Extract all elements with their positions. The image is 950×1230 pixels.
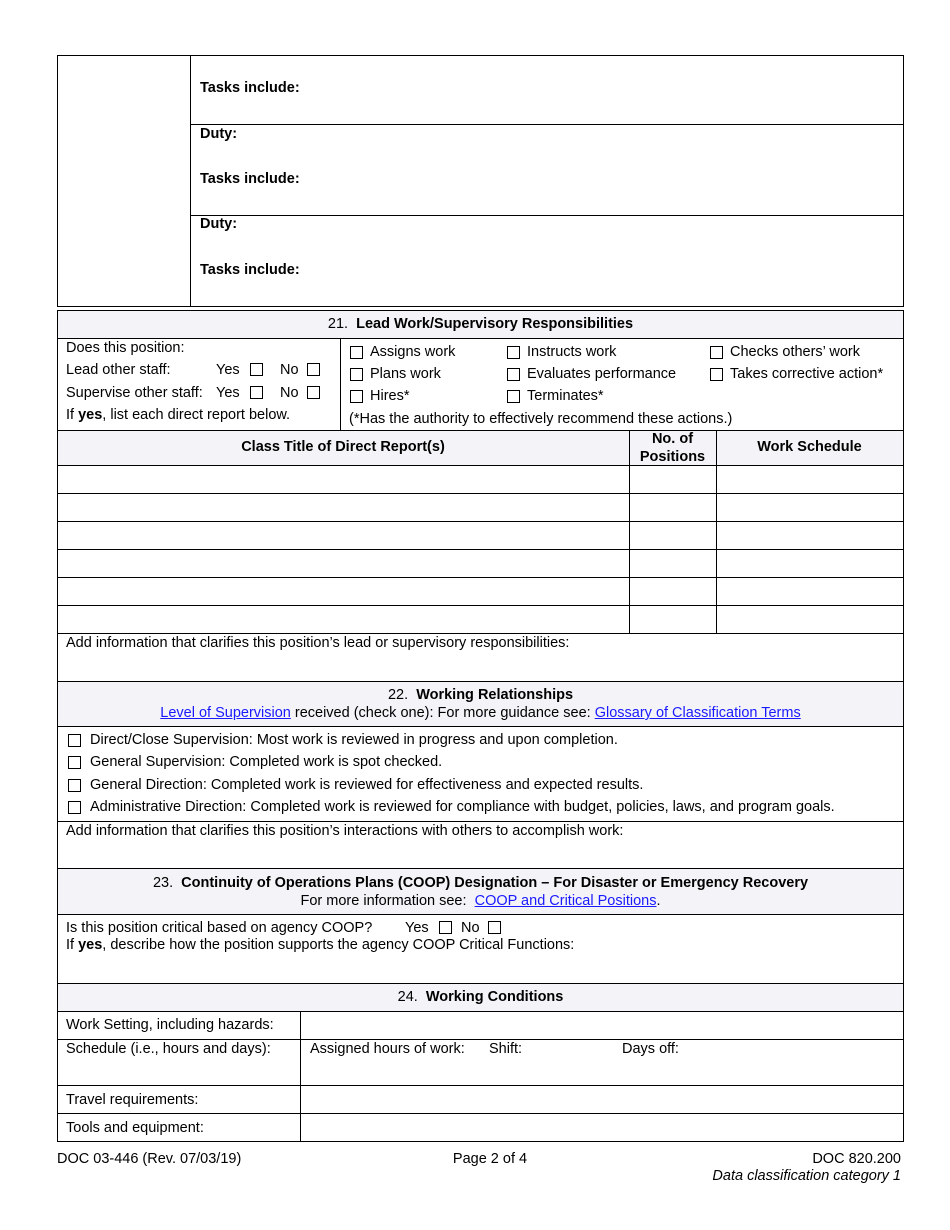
- checks-work-label: Checks others’ work: [730, 344, 861, 360]
- instructs-work-label: Instructs work: [527, 344, 617, 360]
- table-row[interactable]: [58, 522, 903, 549]
- supervision-guidance: Level of Supervision received (check one): For more guidance see: Glossary of Classification Terms: [160, 705, 801, 721]
- work-setting-field[interactable]: [301, 1012, 903, 1039]
- general-direction-label: General Direction: Completed work is reviewed for effectiveness and expected results.: [90, 777, 644, 793]
- coop-no-label: No: [461, 920, 480, 936]
- schedule-label: Schedule (i.e., hours and days):: [66, 1041, 271, 1057]
- checks-work-checkbox[interactable]: [710, 346, 723, 359]
- administrative-direction-label: Administrative Direction: Completed work is reviewed for compliance with budget, policies, laws, and program goals.: [90, 799, 835, 815]
- plans-work-label: Plans work: [370, 366, 441, 382]
- supervise-no-label: No: [280, 385, 299, 401]
- instructs-work-checkbox[interactable]: [507, 346, 520, 359]
- coop-no-checkbox[interactable]: [488, 921, 501, 934]
- lead-staff-label: Lead other staff:: [66, 362, 171, 378]
- lead-no-checkbox[interactable]: [307, 363, 320, 376]
- coop-critical-positions-link[interactable]: COOP and Critical Positions: [474, 893, 657, 909]
- doc-number: DOC 820.200: [812, 1151, 901, 1167]
- terminates-label: Terminates*: [527, 388, 604, 404]
- coop-describe-field[interactable]: [58, 956, 903, 982]
- evaluates-checkbox[interactable]: [507, 368, 520, 381]
- authority-note: (*Has the authority to effectively recommend these actions.): [349, 411, 733, 427]
- level-of-supervision-link[interactable]: Level of Supervision: [160, 705, 291, 721]
- section-21-heading: 21. Lead Work/Supervisory Responsibilities: [327, 316, 634, 332]
- if-yes-instruction: If yes, list each direct report below.: [66, 407, 291, 423]
- supervise-yes-label: Yes: [216, 385, 240, 401]
- table-row[interactable]: [58, 606, 903, 633]
- direct-supervision-label: Direct/Close Supervision: Most work is reviewed in progress and upon completion.: [90, 732, 618, 748]
- plans-work-checkbox[interactable]: [350, 368, 363, 381]
- section-24-heading: 24. Working Conditions: [397, 989, 564, 1005]
- tools-equipment-field[interactable]: [301, 1114, 903, 1141]
- general-direction-checkbox[interactable]: [68, 779, 81, 792]
- does-position-label: Does this position:: [66, 340, 185, 356]
- data-classification: Data classification category 1: [712, 1168, 901, 1184]
- tasks-include-label: Tasks include:: [200, 262, 300, 278]
- direct-supervision-checkbox[interactable]: [68, 734, 81, 747]
- lead-no-label: No: [280, 362, 299, 378]
- tasks-include-label: Tasks include:: [200, 80, 300, 96]
- travel-requirements-label: Travel requirements:: [66, 1092, 199, 1108]
- duty-label: Duty:: [200, 126, 238, 142]
- coop-yes-label: Yes: [405, 920, 429, 936]
- terminates-checkbox[interactable]: [507, 390, 520, 403]
- shift-label: Shift:: [489, 1041, 523, 1057]
- coop-more-info: For more information see: COOP and Critical Positions.: [300, 893, 661, 909]
- supervise-yes-checkbox[interactable]: [250, 386, 263, 399]
- table-row[interactable]: [58, 494, 903, 521]
- hires-label: Hires*: [370, 388, 410, 404]
- corrective-action-label: Takes corrective action*: [730, 366, 884, 382]
- general-supervision-checkbox[interactable]: [68, 756, 81, 769]
- section-22-heading: 22. Working Relationships: [387, 687, 574, 703]
- interactions-clarify-label: Add information that clarifies this position’s interactions with others to accomplish work:: [66, 823, 624, 839]
- col-work-schedule: Work Schedule: [757, 439, 862, 455]
- supervise-staff-label: Supervise other staff:: [66, 385, 203, 401]
- tasks-include-label: Tasks include:: [200, 171, 300, 187]
- form-number: DOC 03-446 (Rev. 07/03/19): [57, 1151, 242, 1167]
- supervise-no-checkbox[interactable]: [307, 386, 320, 399]
- section-23-heading: 23. Continuity of Operations Plans (COOP) Designation – For Disaster or Emergency Recovery: [152, 875, 809, 891]
- hires-checkbox[interactable]: [350, 390, 363, 403]
- coop-describe-instruction: If yes, describe how the position supports the agency COOP Critical Functions:: [66, 937, 575, 953]
- supervisory-clarify-label: Add information that clarifies this position’s lead or supervisory responsibilities:: [66, 635, 570, 651]
- lead-yes-checkbox[interactable]: [250, 363, 263, 376]
- corrective-action-checkbox[interactable]: [710, 368, 723, 381]
- table-row[interactable]: [58, 466, 903, 493]
- col-no-positions-1: No. of: [651, 431, 694, 447]
- work-setting-label: Work Setting, including hazards:: [66, 1017, 274, 1033]
- col-class-title: Class Title of Direct Report(s): [241, 439, 445, 455]
- lead-yes-label: Yes: [216, 362, 240, 378]
- assigns-work-label: Assigns work: [370, 344, 456, 360]
- interactions-clarify-field[interactable]: [58, 842, 903, 867]
- general-supervision-label: General Supervision: Completed work is spot checked.: [90, 754, 443, 770]
- table-row[interactable]: [58, 550, 903, 577]
- table-row[interactable]: [58, 578, 903, 605]
- coop-yes-checkbox[interactable]: [439, 921, 452, 934]
- coop-critical-question: Is this position critical based on agency COOP?: [66, 920, 373, 936]
- glossary-link[interactable]: Glossary of Classification Terms: [594, 705, 801, 721]
- administrative-direction-checkbox[interactable]: [68, 801, 81, 814]
- supervisory-clarify-field[interactable]: [58, 654, 903, 681]
- duty-label: Duty:: [200, 216, 238, 232]
- travel-requirements-field[interactable]: [301, 1086, 903, 1113]
- assigns-work-checkbox[interactable]: [350, 346, 363, 359]
- days-off-label: Days off:: [622, 1041, 679, 1057]
- tools-equipment-label: Tools and equipment:: [66, 1120, 204, 1136]
- evaluates-label: Evaluates performance: [527, 366, 677, 382]
- col-no-positions-2: Positions: [639, 449, 706, 465]
- assigned-hours-label: Assigned hours of work:: [310, 1041, 465, 1057]
- page-number: Page 2 of 4: [452, 1151, 528, 1167]
